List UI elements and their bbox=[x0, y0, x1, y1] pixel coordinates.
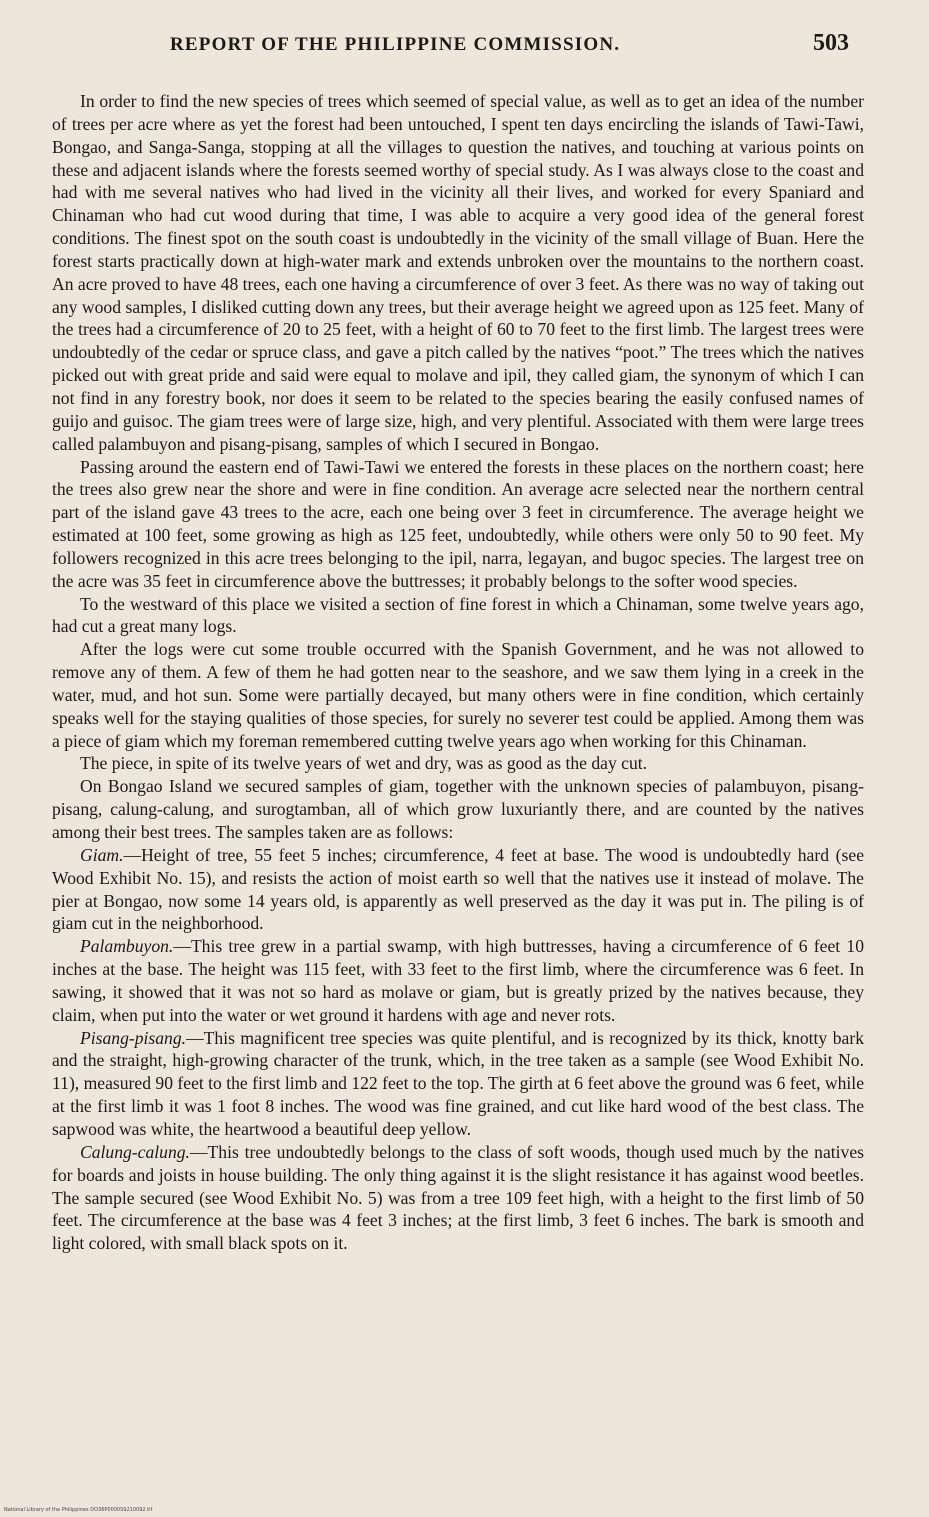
paragraph bbox=[52, 775, 864, 844]
paragraph-text: —This tree grew in a partial swamp, with high buttresses, having a circumference of 6 feet 10 inches at the base. The height was 115 feet, with 33 feet to the first limb, where the circumference was 6 feet. In sawing, it showed that it was not so hard as molave or giam, but is greatly prized by the natives because, they claim, when put into the water or wet ground it hardens with age and never rots. bbox=[52, 936, 864, 1025]
species-entry-giam bbox=[52, 844, 864, 935]
running-head bbox=[100, 30, 859, 60]
paragraph bbox=[52, 593, 864, 639]
species-name: Giam. bbox=[80, 844, 124, 865]
body-text bbox=[52, 90, 864, 1255]
paragraph-text: To the westward of this place we visited a section of fine forest in which a Chinaman, some twelve years ago, had cut a great many logs. bbox=[52, 593, 864, 637]
paragraph-text: In order to find the new species of trees which seemed of special value, as well as to get an idea of the number of trees per acre where as yet the forest had been untouched, I spent ten days encircling the islands of Tawi-Tawi, Bongao, and Sanga-Sanga, stopping at all the villages to question the natives, and touching at various points on these and adjacent islands where the forests seemed worthy of special study. As I was always close to the coast and had with me several natives who had lived in the vicinity all their lives, and worked for every Spaniard and Chinaman who had cut wood during that time, I was able to acquire a very good idea of the general forest conditions. The finest spot on the south coast is undoubtedly in the vicinity of the small village of Buan. Here the forest starts practically down at high-water mark and extends unbroken over the mountains to the northern coast. An acre proved to have 48 trees, each one having a circumference of over 3 feet. As there was no way of taking out any wood samples, I disliked cutting down any trees, but their average height we agreed upon as 125 feet. Many of the trees had a circumference of 20 to 25 feet, with a height of 60 to 70 feet to the first limb. The largest trees were undoubtedly of the cedar or spruce class, and gave a pitch called by the natives “poot.” The trees which the natives picked out with great pride and said were equal to molave and ipil, they called giam, the synonym of which I can not find in any forestry book, nor does it seem to be related to the species bearing the easily confused names of guijo and guisoc. The giam trees were of large size, high, and very plentiful. Associated with them were large trees called palambuyon and pisang-pisang, samples of which I secured in Bongao. bbox=[52, 91, 864, 454]
paragraph-text: After the logs were cut some trouble occurred with the Spanish Government, and he was not allowed to remove any of them. A few of them he had gotten near to the seashore, and we saw them lying in a creek in the water, mud, and hot sun. Some were partially decayed, but many others were in fine condition, which certainly speaks well for the staying qualities of those species, for surely no severer test could be applied. Among them was a piece of giam which my foreman remembered cutting twelve years ago when working for this Chinaman. bbox=[52, 639, 864, 751]
paragraph-text: —This magnificent tree species was quite plentiful, and is recognized by its thick, knotty bark and the straight, high-growing character of the trunk, which, in the tree taken as a sample (see Wood Exhibit No. 11), measured 90 feet to the first limb and 122 feet to the top. The girth at 6 feet above the ground was 6 feet, while at the first limb it was 1 foot 8 inches. The wood was fine grained, and cut like hard wood of the best class. The sapwood was white, the heartwood a beautiful deep yellow. bbox=[52, 1027, 865, 1139]
species-name: Pisang-pisang. bbox=[80, 1027, 187, 1048]
paragraph bbox=[52, 456, 864, 593]
species-entry-calung-calung bbox=[52, 1141, 864, 1255]
page-number: 503 bbox=[813, 30, 849, 56]
species-name: Palambuyon. bbox=[80, 936, 174, 957]
scan-credit: National Library of the Philippines DO36P0000S9210092.tif bbox=[4, 1507, 153, 1513]
paragraph bbox=[52, 752, 864, 775]
paragraph bbox=[52, 638, 864, 752]
paragraph-text: On Bongao Island we secured samples of giam, together with the unknown species of palambuyon, pisang-pisang, calung-calung, and surogtamban, all of which grow luxuriantly there, and are counted by the natives among their best trees. The samples taken are as follows: bbox=[52, 776, 864, 842]
species-name: Calung-calung. bbox=[80, 1141, 190, 1162]
paragraph-text: Passing around the eastern end of Tawi-Tawi we entered the forests in these places on the northern coast; here the trees also grew near the shore and were in fine condition. An average acre selected near the northern central part of the island gave 43 trees to the acre, each one being over 3 feet in circumference. The average height we estimated at 100 feet, some growing as high as 125 feet, undoubtedly, while others were only 50 to 90 feet. My followers recognized in this acre trees belonging to the ipil, narra, legayan, and bugoc species. The largest tree on the acre was 35 feet in circumference above the buttresses; it probably belongs to the softer wood species. bbox=[52, 456, 864, 591]
paragraph-text: —Height of tree, 55 feet 5 inches; circumference, 4 feet at base. The wood is undoubtedly hard (see Wood Exhibit No. 15), and resists the action of moist earth so well that the natives use it instead of molave. The pier at Bongao, now some 14 years old, is apparently as well preserved as the day it was put in. The piling is of giam cut in the neighborhood. bbox=[52, 844, 864, 934]
paragraph-text: —This tree undoubtedly belongs to the class of soft woods, though used much by the natives for boards and joists in house building. The only thing against it is the slight resistance it has against wood beetles. The sample secured (see Wood Exhibit No. 5) was from a tree 109 feet high, with a height to the first limb of 50 feet. The circumference at the base was 4 feet 3 inches; at the first limb, 3 feet 6 inches. The bark is smooth and light colored, with small black spots on it. bbox=[52, 1141, 864, 1254]
species-entry-pisang-pisang bbox=[52, 1027, 864, 1141]
species-entry-palambuyon bbox=[52, 935, 864, 1026]
page-title: REPORT OF THE PHILIPPINE COMMISSION. bbox=[170, 34, 621, 55]
paragraph bbox=[52, 90, 864, 456]
paragraph-text: The piece, in spite of its twelve years of wet and dry, was as good as the day cut. bbox=[80, 753, 648, 774]
